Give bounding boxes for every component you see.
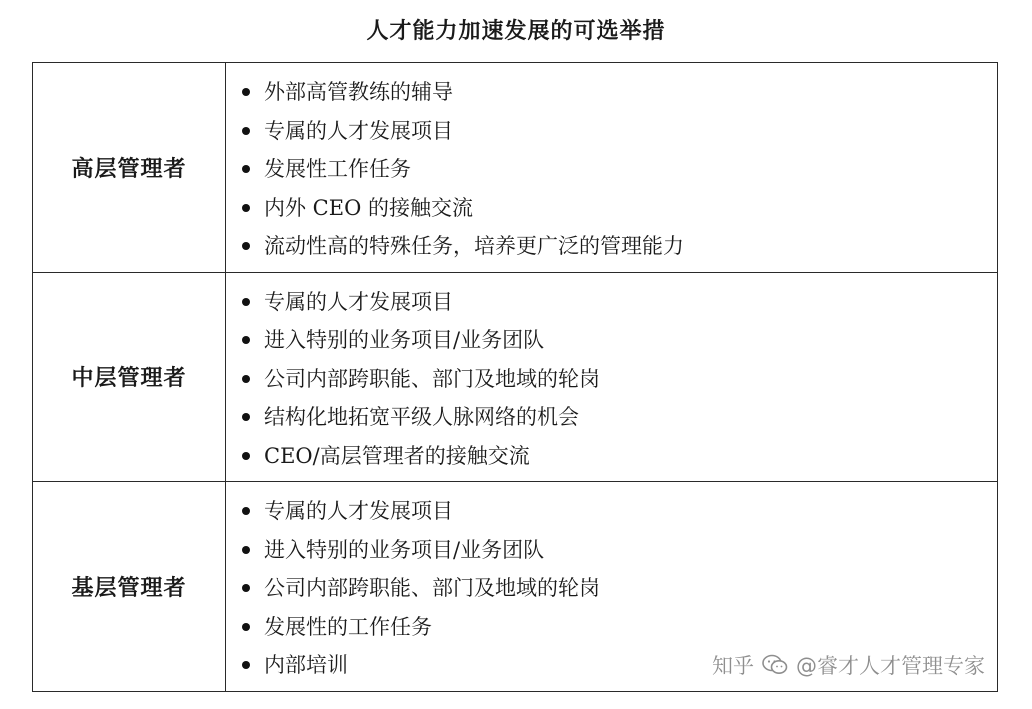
list-item	[238, 437, 997, 476]
bullet-icon	[242, 127, 250, 135]
list-item	[238, 189, 997, 228]
bullet-icon	[242, 336, 250, 344]
items-cell	[226, 272, 998, 482]
watermark	[712, 650, 985, 680]
bullet-icon	[242, 298, 250, 306]
page-title: 人才能力加速发展的可选举措	[366, 19, 666, 44]
bullet-icon	[242, 204, 250, 212]
level-cell: 高层管理者	[33, 63, 226, 273]
bullet-icon	[242, 661, 250, 669]
list-item	[238, 321, 997, 360]
list-item	[238, 227, 997, 266]
table-row-middle	[33, 272, 998, 482]
table-row-senior	[33, 63, 998, 273]
list-item	[238, 150, 997, 189]
list-item	[238, 531, 997, 570]
list-item-text: 内外 CEO 的接触交流	[264, 195, 473, 220]
list-item-text: 内部培训	[264, 653, 348, 677]
level-cell: 中层管理者	[33, 272, 226, 482]
level-cell: 基层管理者	[33, 482, 226, 692]
bullet-icon	[242, 546, 250, 554]
list-item-text: 进入特别的业务项目/业务团队	[264, 537, 545, 562]
list-item	[238, 608, 997, 647]
list-item	[238, 398, 997, 437]
list-item-text: 流动性高的特殊任务，培养更广泛的管理能力	[264, 234, 684, 258]
list-item-text: 结构化地拓宽平级人脉网络的机会	[264, 405, 579, 429]
measure-list	[226, 63, 997, 272]
bullet-icon	[242, 413, 250, 421]
list-item	[238, 73, 997, 112]
watermark-platform: 知乎	[712, 654, 754, 678]
list-item-text: 进入特别的业务项目/业务团队	[264, 328, 545, 352]
list-item-text: 发展性工作任务	[264, 157, 411, 181]
list-item-text: 专属的人才发展项目	[264, 499, 453, 523]
wechat-icon	[762, 654, 788, 676]
bullet-icon	[242, 375, 250, 383]
watermark-account: @睿才人才管理专家	[796, 654, 985, 678]
list-item-text: 发展性的工作任务	[264, 614, 432, 639]
list-item-text: 专属的人才发展项目	[264, 289, 453, 314]
bullet-icon	[242, 242, 250, 250]
list-item-text: 外部高管教练的辅导	[264, 80, 453, 104]
list-item	[238, 492, 997, 531]
list-item	[238, 112, 997, 151]
bullet-icon	[242, 88, 250, 96]
bullet-icon	[242, 165, 250, 173]
list-item-text: CEO/高层管理者的接触交流	[264, 443, 530, 468]
bullet-icon	[242, 507, 250, 515]
measures-table	[32, 62, 998, 692]
items-cell	[226, 63, 998, 273]
list-item	[238, 569, 997, 608]
bullet-icon	[242, 623, 250, 631]
list-item	[238, 360, 997, 399]
measure-list	[226, 273, 997, 482]
list-item	[238, 283, 997, 322]
bullet-icon	[242, 584, 250, 592]
bullet-icon	[242, 452, 250, 460]
list-item-text: 公司内部跨职能、部门及地域的轮岗	[264, 576, 600, 600]
list-item-text: 专属的人才发展项目	[264, 118, 453, 143]
list-item-text: 公司内部跨职能、部门及地域的轮岗	[264, 366, 600, 391]
